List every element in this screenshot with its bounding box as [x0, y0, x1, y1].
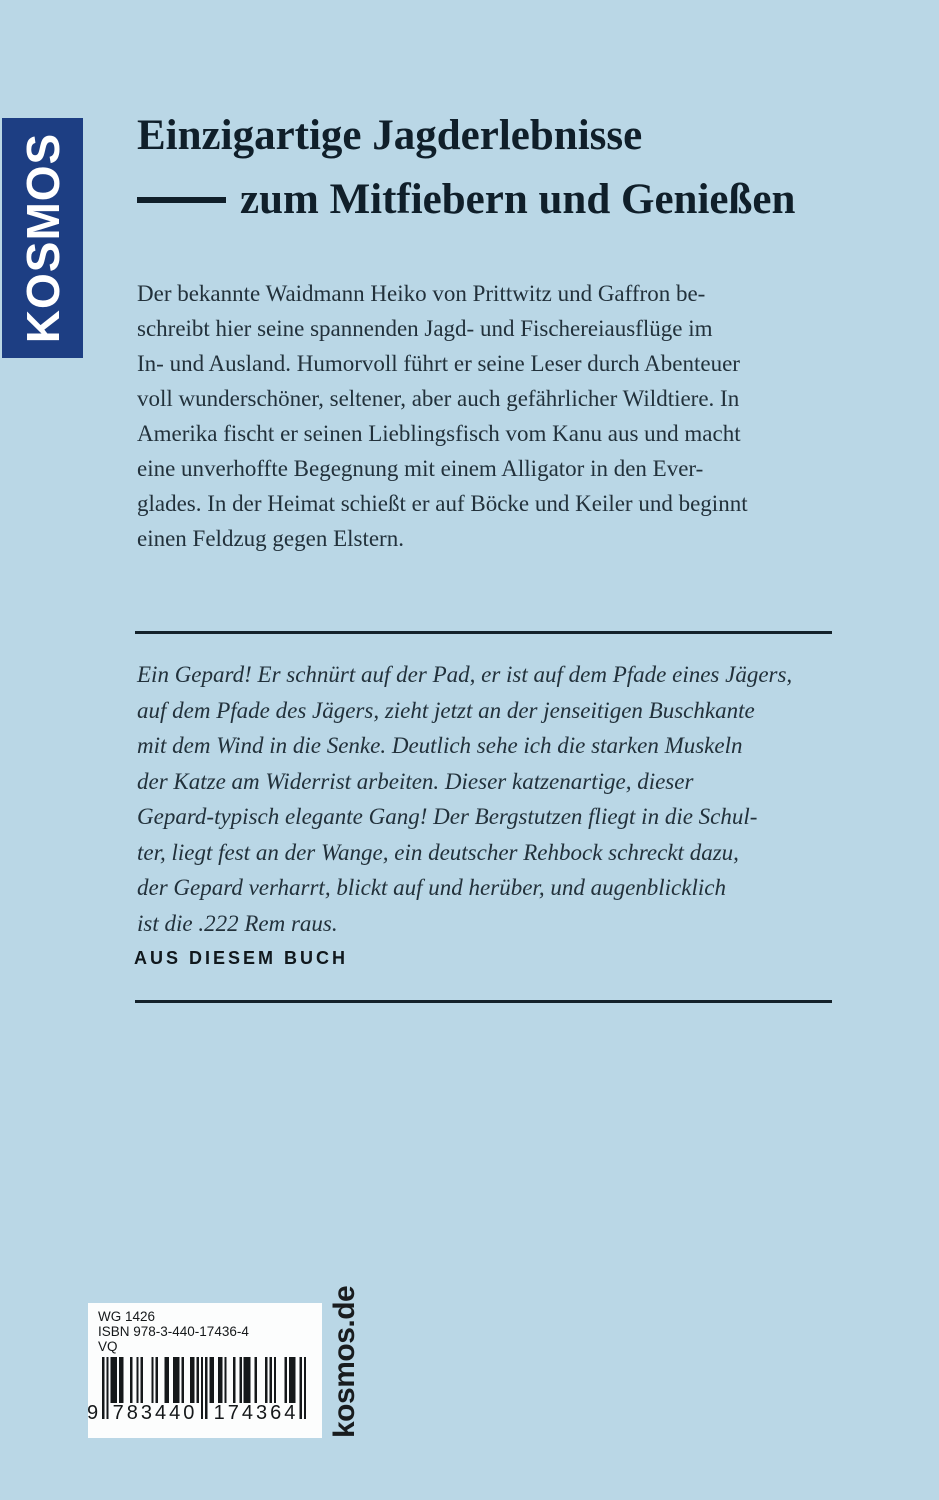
wg-number: WG 1426	[98, 1309, 156, 1324]
text-line: ist die .222 Rem raus.	[137, 910, 338, 936]
vq-code: VQ	[98, 1339, 118, 1354]
headline-line2-row	[137, 168, 795, 232]
headline	[137, 104, 795, 232]
text-line: Gepard-typisch elegante Gang! Der Bergstutzen fliegt in die Schul-	[137, 804, 758, 829]
text-line: der Gepard verharrt, blickt auf und herüber, und augenblicklich	[137, 875, 726, 900]
ean-barcode	[87, 1357, 306, 1424]
text-line: schreibt hier seine spannenden Jagd- und Fischereiausflüge im	[137, 316, 713, 341]
description-paragraph	[137, 276, 748, 556]
excerpt-quote	[137, 657, 792, 941]
isbn-number: ISBN 978-3-440-17436-4	[98, 1324, 249, 1339]
barcode-sticker	[88, 1303, 322, 1438]
ean-digits-right: 174364	[213, 1402, 299, 1424]
text-line: auf dem Pfade des Jägers, zieht jetzt an der jenseitigen Buschkante	[137, 697, 755, 723]
text-line: In- und Ausland. Humorvoll führt er seine Leser durch Abenteuer	[137, 351, 740, 376]
text-line: glades. In der Heimat schießt er auf Böcke und Keiler und beginnt	[137, 491, 748, 516]
excerpt-source-label: AUS DIESEM BUCH	[134, 948, 349, 968]
text-line: einen Feldzug gegen Elstern.	[137, 526, 404, 551]
text-line: Ein Gepard! Er schnürt auf der Pad, er ist auf dem Pfade eines Jägers,	[137, 662, 793, 687]
text-line: mit dem Wind in die Senke. Deutlich sehe ich die starken Muskeln	[137, 733, 743, 758]
headline-dash	[137, 197, 226, 203]
text-line: eine unverhoffte Begegnung mit einem Alligator in den Ever-	[137, 456, 704, 481]
headline-line1: Einzigartige Jagderlebnisse	[137, 112, 643, 159]
text-line: Der bekannte Waidmann Heiko von Prittwitz und Gaffron be-	[137, 281, 706, 306]
divider-rule-bottom	[135, 1000, 832, 1003]
divider-rule-top	[135, 631, 832, 634]
kosmos-logo-text: KOSMOS	[16, 132, 69, 344]
website-url: kosmos.de	[328, 1285, 361, 1438]
text-line: voll wunderschöner, seltener, aber auch gefährlicher Wildtiere. In	[137, 386, 740, 411]
ean-digits-left: 783440	[112, 1402, 198, 1424]
headline-line2: zum Mitfiebern und Genießen	[240, 176, 796, 223]
ean-digit-first: 9	[87, 1402, 99, 1424]
text-line: Amerika fischt er seinen Lieblingsfisch vom Kanu aus und macht	[137, 421, 741, 446]
barcode-meta	[98, 1309, 249, 1354]
kosmos-logo	[2, 118, 83, 358]
text-line: der Katze am Widerrist arbeiten. Dieser katzenartige, dieser	[137, 768, 694, 794]
text-line: ter, liegt fest an der Wange, ein deutscher Rehbock schreckt dazu,	[137, 839, 739, 865]
